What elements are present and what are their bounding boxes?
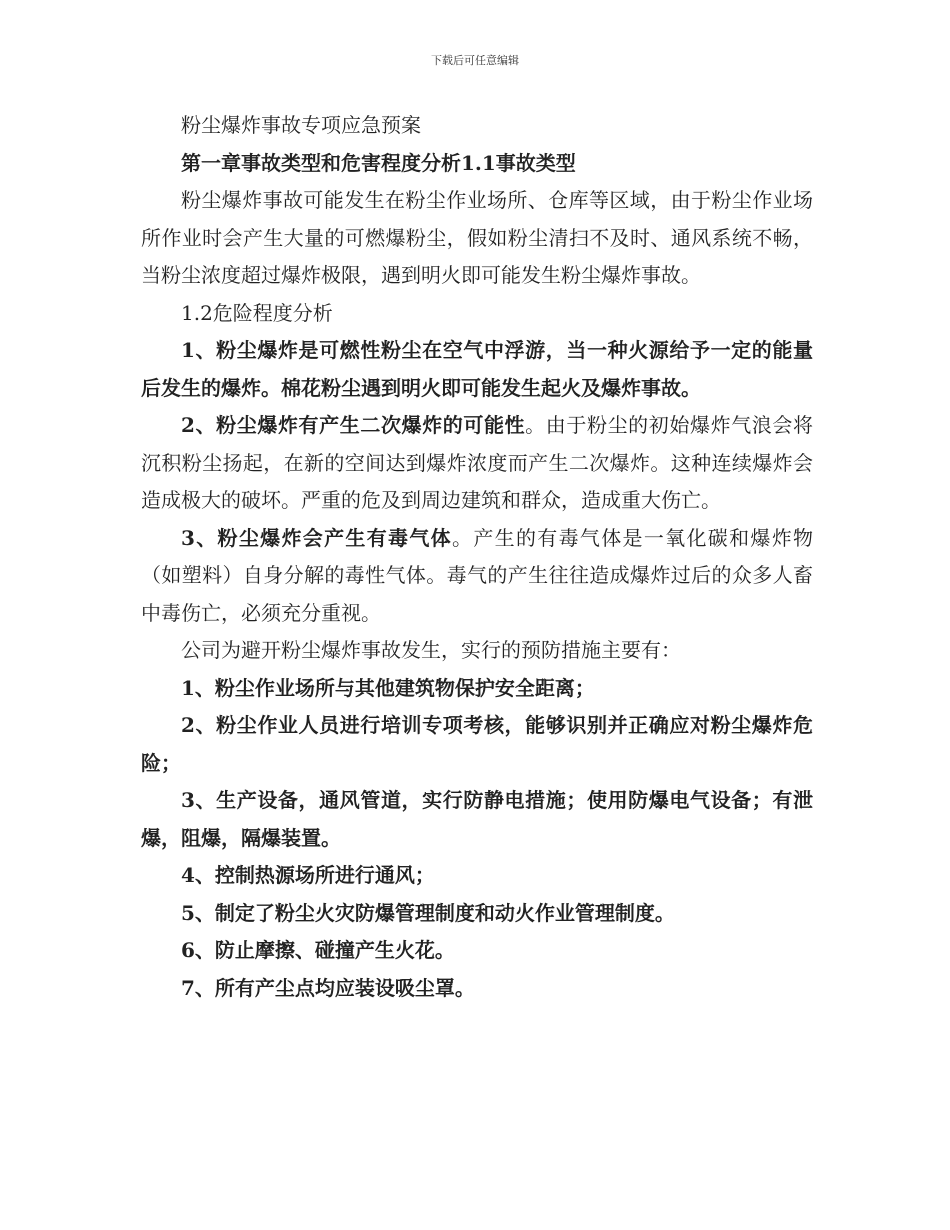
measure-item-5: 5、制定了粉尘火灾防爆管理制度和动火作业管理制度。 [181, 900, 675, 925]
hazard-item-1: 1、粉尘爆炸是可燃性粉尘在空气中浮游，当一种火源给予一定的能量后发生的爆炸。棉花粉尘遇到明火即可能发生起火及爆炸事故。 [141, 338, 813, 400]
hazard-item-2-body: 。由于粉尘的初始爆炸气浪会将沉积粉尘扬起，在新的空间达到爆炸浓度而产生二次爆炸。这种连续爆炸会造成极大的破坏。严重的危及到周边建筑和群众，造成重大伤亡。 [141, 413, 814, 512]
hazard-item-3-body: 。产生的有毒气体是一氧化碳和爆炸物（如塑料）自身分解的毒性气体。毒气的产生往往造成爆炸过后的众多人畜中毒伤亡，必须充分重视。 [141, 525, 814, 625]
measure-item-1: 1、粉尘作业场所与其他建筑物保护安全距离； [181, 675, 595, 700]
measure-item-3: 3、生产设备，通风管道，实行防静电措施；使用防爆电气设备；有泄爆，阻爆，隔爆装置。 [141, 788, 813, 850]
section-heading-1-2: 1.2危险程度分析 [181, 300, 333, 325]
hazard-item-3 [141, 520, 813, 633]
page-header: 下载后可任意编辑 [431, 54, 519, 67]
document-body [141, 107, 813, 1007]
hazard-item-2 [141, 407, 813, 520]
measures-intro: 公司为避开粉尘爆炸事故发生，实行的预防措施主要有： [181, 638, 681, 662]
measure-item-4: 4、控制热源场所进行通风； [181, 863, 435, 887]
measure-item-2: 2、粉尘作业人员进行培训专项考核，能够识别并正确应对粉尘爆炸危险； [141, 713, 813, 775]
hazard-item-2-lead: 2、粉尘爆炸有产生二次爆炸的可能性 [181, 413, 526, 437]
document-title: 粉尘爆炸事故专项应急预案 [181, 113, 421, 137]
measure-item-6: 6、防止摩擦、碰撞产生火花。 [181, 938, 455, 962]
hazard-item-3-lead: 3、粉尘爆炸会产生有毒气体 [181, 525, 452, 550]
paragraph-accident-type: 粉尘爆炸事故可能发生在粉尘作业场所、仓库等区域，由于粉尘作业场所作业时会产生大量的可燃爆粉尘，假如粉尘清扫不及时、通风系统不畅，当粉尘浓度超过爆炸极限，遇到明火即可能发生粉尘爆炸事故。 [141, 188, 813, 287]
measure-item-7: 7、所有产尘点均应装设吸尘罩。 [181, 975, 475, 1000]
chapter-heading: 第一章事故类型和危害程度分析1.1事故类型 [181, 150, 576, 175]
